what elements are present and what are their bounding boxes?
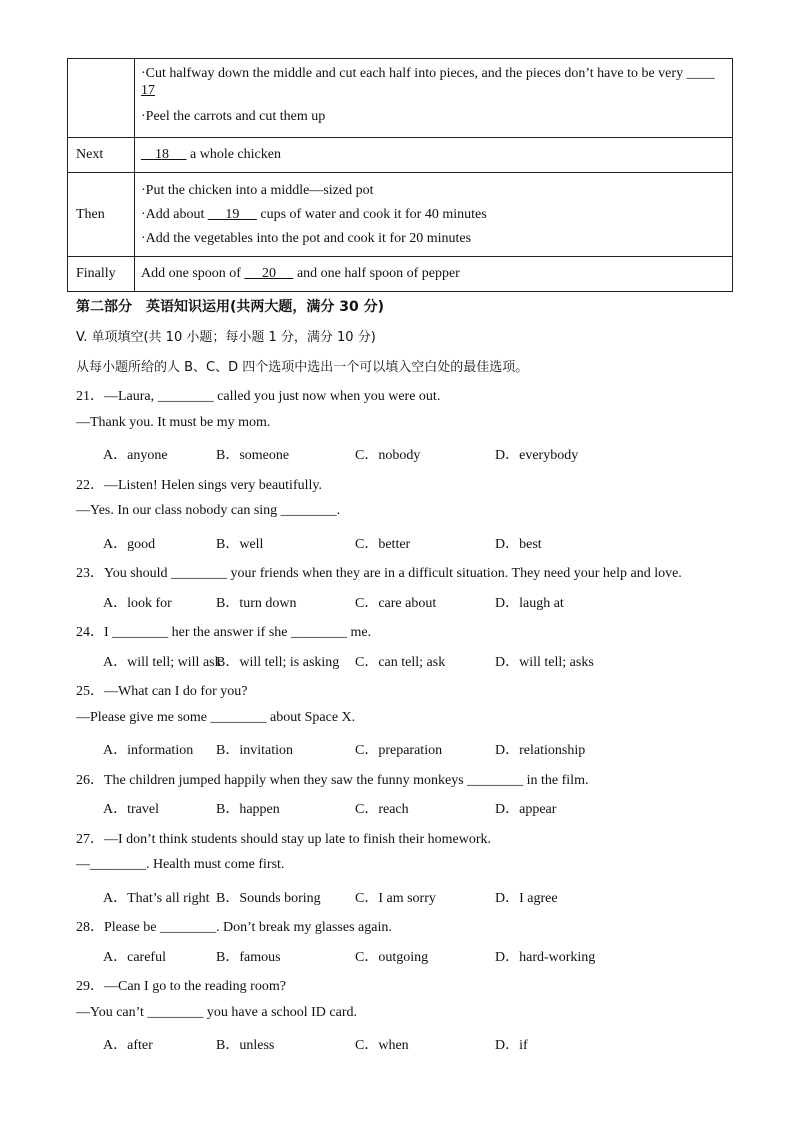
option-d[interactable]: D．if	[495, 1038, 528, 1053]
row-content	[135, 59, 733, 138]
question-stem: —You can’t ________ you have a school ID card.	[76, 1005, 357, 1020]
question-stem: 21．—Laura, ________ called you just now when you were out.	[76, 389, 441, 404]
table-row	[68, 59, 733, 138]
blank-19: 19	[225, 206, 240, 222]
option-b[interactable]: B．will tell; is asking	[216, 655, 340, 670]
question-stem: —Please give me some ________ about Space X.	[76, 710, 356, 725]
question-stem: —________. Health must come first.	[76, 857, 285, 872]
row-label-empty	[68, 59, 135, 138]
option-c[interactable]: C．nobody	[355, 448, 421, 463]
step-line: ·Add about 19 cups of water and cook it for 40 minutes	[141, 206, 487, 222]
row-label-next: Next	[68, 138, 135, 173]
option-b[interactable]: B．someone	[216, 448, 290, 463]
options-row	[103, 592, 743, 610]
row-content	[135, 257, 733, 292]
row-label-finally: Finally	[68, 257, 135, 292]
question-stem: —Thank you. It must be my mom.	[76, 415, 271, 430]
question-stem: 22．—Listen! Helen sings very beautifully.	[76, 478, 322, 493]
option-c[interactable]: C．I am sorry	[355, 891, 436, 906]
option-a[interactable]: A．That’s all right	[103, 891, 210, 906]
step-line: Add one spoon of 20 and one half spoon of pepper	[141, 266, 460, 281]
option-c[interactable]: C．when	[355, 1038, 409, 1053]
row-label-then: Then	[68, 173, 135, 257]
blank-20: 20	[261, 266, 276, 281]
options-row	[103, 798, 743, 816]
section-heading: 第二部分 英语知识运用(共两大题，满分 30 分)	[76, 299, 385, 315]
option-d[interactable]: D．I agree	[495, 891, 558, 906]
options-row	[103, 887, 743, 905]
options-row	[103, 946, 743, 964]
option-d[interactable]: D．best	[495, 537, 542, 552]
option-d[interactable]: D．will tell; asks	[495, 655, 594, 670]
option-c[interactable]: C．better	[355, 537, 411, 552]
option-a[interactable]: A．will tell; will ask	[103, 655, 222, 670]
options-row	[103, 444, 743, 462]
option-d[interactable]: D．hard-working	[495, 950, 596, 965]
option-a[interactable]: A．anyone	[103, 448, 168, 463]
option-a[interactable]: A．after	[103, 1038, 153, 1053]
option-a[interactable]: A．careful	[103, 950, 166, 965]
option-b[interactable]: B．invitation	[216, 743, 293, 758]
section-subheading: V. 单项填空(共 10 小题；每小题 1 分，满分 10 分)	[76, 330, 376, 345]
question-stem: 27．—I don’t think students should stay up late to finish their homework.	[76, 832, 492, 847]
question-stem: 25．—What can I do for you?	[76, 684, 248, 699]
step-text: ·Cut halfway down the middle and cut each half into pieces, and the pieces don’t have to be very ____	[141, 66, 715, 81]
row-content	[135, 138, 733, 173]
options-row	[103, 533, 743, 551]
question-stem: 29．—Can I go to the reading room?	[76, 979, 286, 994]
options-row	[103, 739, 743, 757]
option-a[interactable]: A．good	[103, 537, 156, 552]
option-d[interactable]: D．laugh at	[495, 596, 564, 611]
option-b[interactable]: B．Sounds boring	[216, 891, 321, 906]
row-content	[135, 173, 733, 257]
option-a[interactable]: A．travel	[103, 802, 159, 817]
option-d[interactable]: D．everybody	[495, 448, 579, 463]
option-c[interactable]: C．outgoing	[355, 950, 429, 965]
table-row	[68, 138, 733, 173]
step-text: a whole chicken	[186, 147, 281, 162]
step-line: ·Put the chicken into a middle—sized pot	[141, 182, 374, 198]
options-row	[103, 1034, 743, 1052]
option-b[interactable]: B．turn down	[216, 596, 297, 611]
table-row	[68, 173, 733, 257]
option-c[interactable]: C．reach	[355, 802, 409, 817]
question-stem: —Yes. In our class nobody can sing ________.	[76, 503, 341, 518]
option-c[interactable]: C．care about	[355, 596, 437, 611]
option-d[interactable]: D．appear	[495, 802, 557, 817]
option-c[interactable]: C．can tell; ask	[355, 655, 446, 670]
recipe-table	[67, 58, 733, 292]
option-d[interactable]: D．relationship	[495, 743, 586, 758]
option-b[interactable]: B．happen	[216, 802, 280, 817]
question-stem: 23．You should ________ your friends when they are in a difficult situation. They need your help and love.	[76, 566, 682, 581]
option-a[interactable]: A．look for	[103, 596, 172, 611]
section-instruction: 从每小题所给的人 B、C、D 四个选项中选出一个可以填入空白处的最佳选项。	[76, 360, 529, 375]
table-row	[68, 257, 733, 292]
question-stem: 28．Please be ________. Don’t break my glasses again.	[76, 920, 392, 935]
option-b[interactable]: B．unless	[216, 1038, 275, 1053]
step-line	[141, 143, 732, 167]
step-line: ·Add the vegetables into the pot and cook it for 20 minutes	[141, 230, 472, 246]
blank-17: 17	[141, 83, 155, 98]
blank-18: 18	[155, 147, 169, 162]
question-stem: 26．The children jumped happily when they saw the funny monkeys ________ in the film.	[76, 773, 589, 788]
option-c[interactable]: C．preparation	[355, 743, 443, 758]
option-b[interactable]: B．famous	[216, 950, 281, 965]
option-a[interactable]: A．information	[103, 743, 194, 758]
step-line: ·Peel the carrots and cut them up	[141, 109, 326, 124]
option-b[interactable]: B．well	[216, 537, 264, 552]
options-row	[103, 651, 743, 669]
step-line	[141, 59, 732, 99]
question-stem: 24．I ________ her the answer if she ________ me.	[76, 625, 372, 640]
